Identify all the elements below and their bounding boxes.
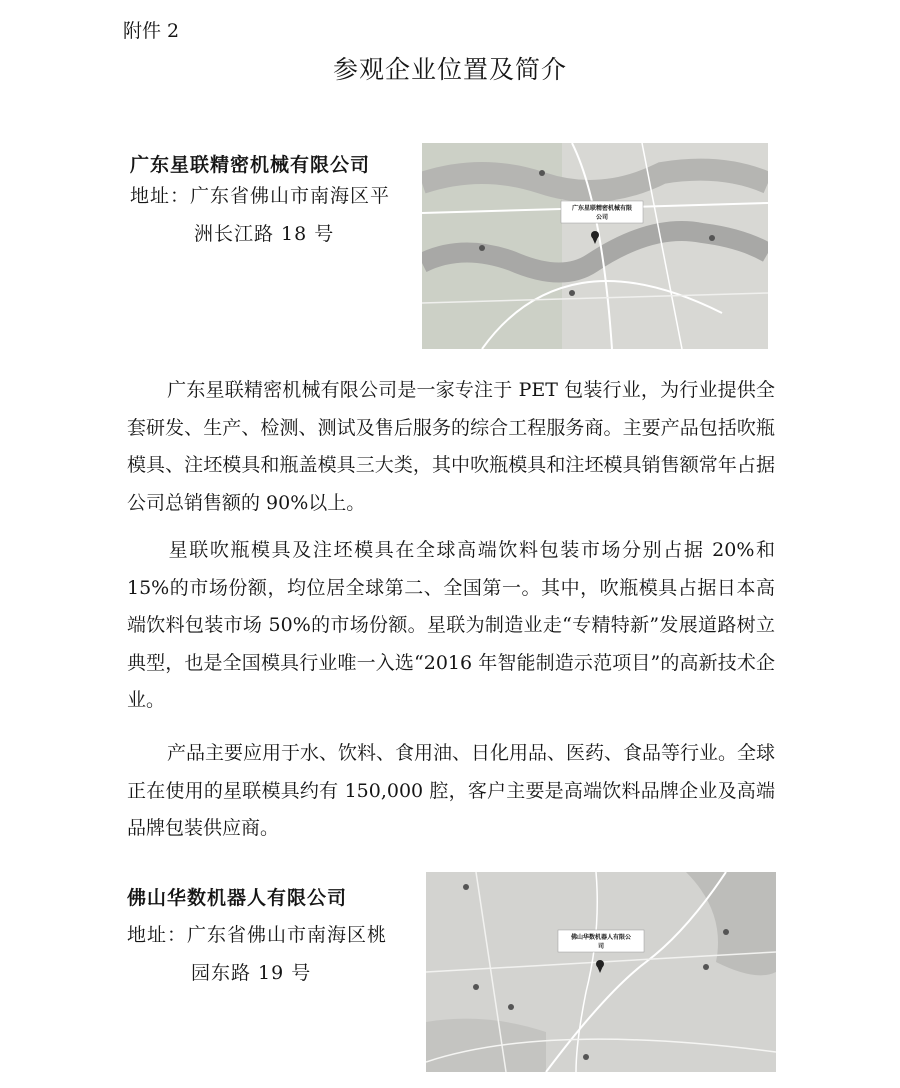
company2-address-line1: 地址：广东省佛山市南海区桃 [127, 924, 388, 946]
company1-map-pin-label-2: 公司 [595, 214, 609, 221]
company2-address-line2: 园东路 19 号 [191, 962, 312, 984]
company1-map-pin-label-1: 广东星联精密机械有限 [571, 205, 633, 212]
company1-name: 广东星联精密机械有限公司 [130, 154, 371, 176]
company1-address-line1: 地址：广东省佛山市南海区平 [130, 185, 391, 207]
company1-paragraph-1: 广东星联精密机械有限公司是一家专注于 PET 包装行业，为行业提供全套研发、生产、检测、测试及售后服务的综合工程服务商。主要产品包括吹瓶模具、注坯模具和瓶盖模具三大类，其中吹瓶模具和注坯模具销售额常年占据公司总销售额的 90%以上。 [127, 379, 775, 514]
company2-address [127, 916, 387, 992]
company2-name: 佛山华数机器人有限公司 [127, 887, 348, 909]
company1-address [130, 177, 390, 253]
company1-paragraph-3: 产品主要应用于水、饮料、食用油、日化用品、医药、食品等行业。全球正在使用的星联模具约有 150,000 腔，客户主要是高端饮料品牌企业及高端品牌包装供应商。 [127, 742, 776, 840]
company1-map [422, 143, 768, 349]
document-title: 参观企业位置及简介 [332, 55, 567, 84]
company1-paragraph-2: 星联吹瓶模具及注坯模具在全球高端饮料包装市场分别占据 20%和 15%的市场份额，均位居全球第二、全国第一。其中，吹瓶模具占据日本高端饮料包装市场 50%的市场份额。星联为制造业走“专精特新”发展道路树立典型，也是全国模具行业唯一入选“2016 年智能制造示范项目”的高新技术企业。 [127, 539, 775, 712]
attachment-label: 附件 2 [123, 20, 180, 42]
company1-address-line2: 洲长江路 18 号 [194, 223, 335, 245]
company2-map-pin-label-2: 司 [597, 943, 605, 950]
company2-map-pin-label-1: 佛山华数机器人有限公 [570, 934, 632, 941]
company2-map [426, 872, 776, 1072]
